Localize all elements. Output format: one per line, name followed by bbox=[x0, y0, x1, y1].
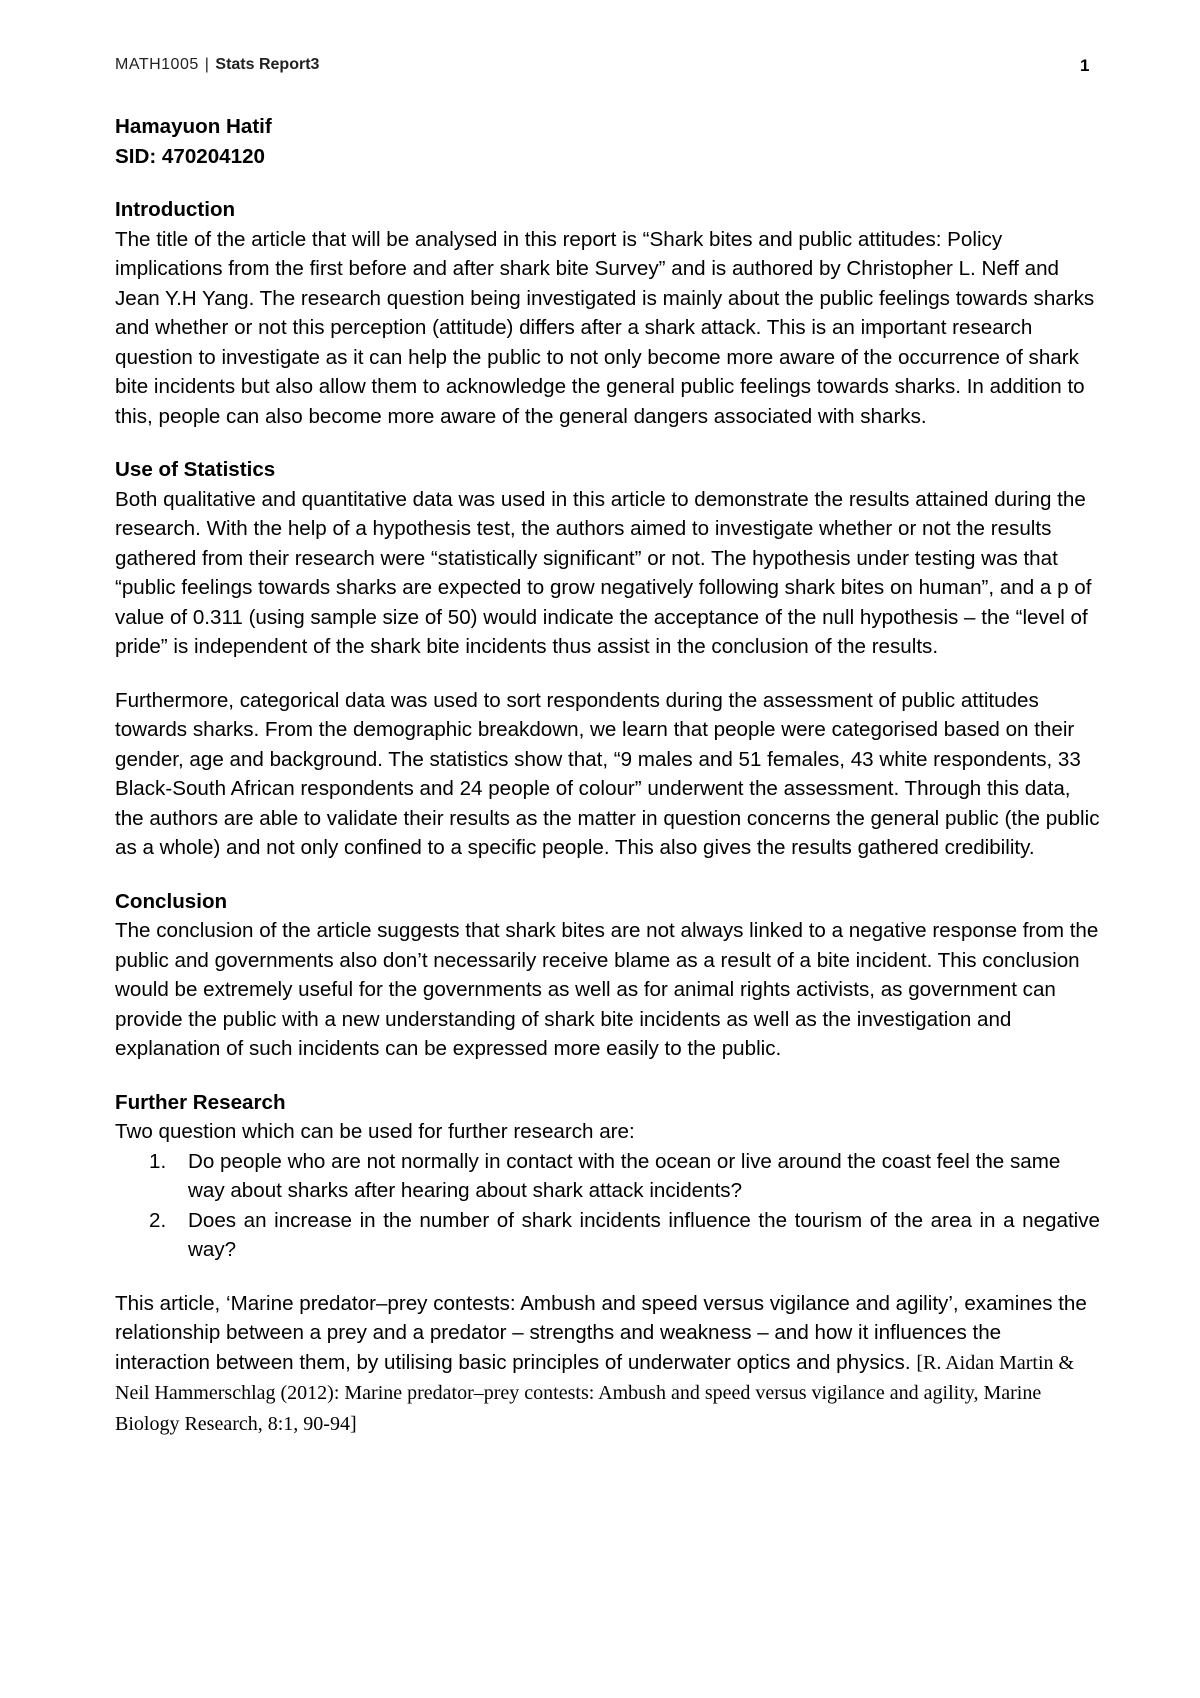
spacer bbox=[115, 171, 1100, 195]
research-questions-list bbox=[115, 1147, 1100, 1265]
page-header bbox=[115, 56, 1090, 84]
further-research-heading: Further Research bbox=[115, 1090, 286, 1114]
list-item-number: 1. bbox=[149, 1149, 167, 1173]
introduction-text: The title of the article that will be analysed in this report is “Shark bites and public attitudes: Policy implications from the first before and after shark bite Survey” and is authored by Christopher L. Neff and Jean Y.H Yang. The research question being investigated is mainly about the public feelings towards sharks and whether or not this perception (attitude) differs after a shark attack. This is an important research question to investigate as it can help the public to not only become more aware of the occurrence of shark bite incidents but also allow them to acknowledge the general public feelings towards sharks. In addition to this, people can also become more aware of the general dangers associated with sharks. bbox=[115, 227, 1095, 428]
article-citation: [R. Aidan Martin & Neil Hammerschlag (2012): Marine predator–prey contests: Ambush and speed versus vigilance and agility, Marine Biology Research, 8:1, 90-94] bbox=[115, 1351, 1075, 1435]
conclusion-heading: Conclusion bbox=[115, 889, 228, 913]
list-item bbox=[115, 1147, 1100, 1206]
spacer bbox=[115, 1265, 1100, 1289]
header-separator: | bbox=[204, 56, 210, 73]
further-research-intro: Two question which can be used for further research are: bbox=[115, 1120, 635, 1143]
report-title: Stats Report3 bbox=[215, 56, 320, 73]
page-number: 1 bbox=[1080, 56, 1090, 75]
document-body bbox=[115, 112, 1100, 1439]
article-paragraph bbox=[115, 1289, 1100, 1440]
spacer bbox=[115, 431, 1100, 455]
author-name: Hamayuon Hatif bbox=[115, 115, 272, 138]
student-id: SID: 470204120 bbox=[115, 144, 265, 168]
list-item-text: Does an increase in the number of shark incidents influence the tourism of the area in a negative way? bbox=[188, 1208, 1100, 1261]
spacer bbox=[115, 1064, 1100, 1088]
article-text: This article, ‘Marine predator–prey contests: Ambush and speed versus vigilance and agility’, examines the relationship between a prey and a predator – strengths and weakness – and how it influences the interaction between them, by utilising basic principles of underwater optics and physics. bbox=[115, 1291, 1087, 1374]
course-code: MATH1005 bbox=[115, 56, 199, 73]
list-item-text: Do people who are not normally in contact with the ocean or live around the coast feel the same way about sharks after hearing about shark attack incidents? bbox=[188, 1149, 1061, 1202]
list-item-number: 2. bbox=[149, 1208, 167, 1232]
statistics-paragraph-1: Both qualitative and quantitative data was used in this article to demonstrate the results attained during the research. With the help of a hypothesis test, the authors aimed to investigate whether or not the results gathered from their research were “statistically significant” or not. The hypothesis under testing was that “public feelings towards sharks are expected to grow negatively following shark bites on human”, and a p of value of 0.311 (using sample size of 50) would indicate the acceptance of the null hypothesis – the “level of pride” is independent of the shark bite incidents thus assist in the conclusion of the results. bbox=[115, 487, 1092, 658]
header-left bbox=[115, 56, 319, 74]
list-item bbox=[115, 1206, 1100, 1265]
conclusion-text: The conclusion of the article suggests that shark bites are not always linked to a negative response from the public and governments also don’t necessarily receive blame as a result of a bite incident. This conclusion would be extremely useful for the governments as well as for animal rights activists, as government can provide the public with a new understanding of shark bite incidents as well as the investigation and explanation of such incidents can be expressed more easily to the public. bbox=[115, 919, 1099, 1060]
introduction-heading: Introduction bbox=[115, 198, 236, 221]
statistics-heading: Use of Statistics bbox=[115, 458, 276, 481]
spacer bbox=[115, 662, 1100, 686]
spacer bbox=[115, 863, 1100, 887]
statistics-paragraph-2: Furthermore, categorical data was used to sort respondents during the assessment of public attitudes towards sharks. From the demographic breakdown, we learn that people were categorised based on their gender, age and background. The statistics show that, “9 males and 51 females, 43 white respondents, 33 Black-South African respondents and 24 people of colour” underwent the assessment. Through this data, the authors are able to validate their results as the matter in question concerns the general public (the public as a whole) and not only confined to a specific people. This also gives the results gathered credibility. bbox=[115, 688, 1100, 859]
